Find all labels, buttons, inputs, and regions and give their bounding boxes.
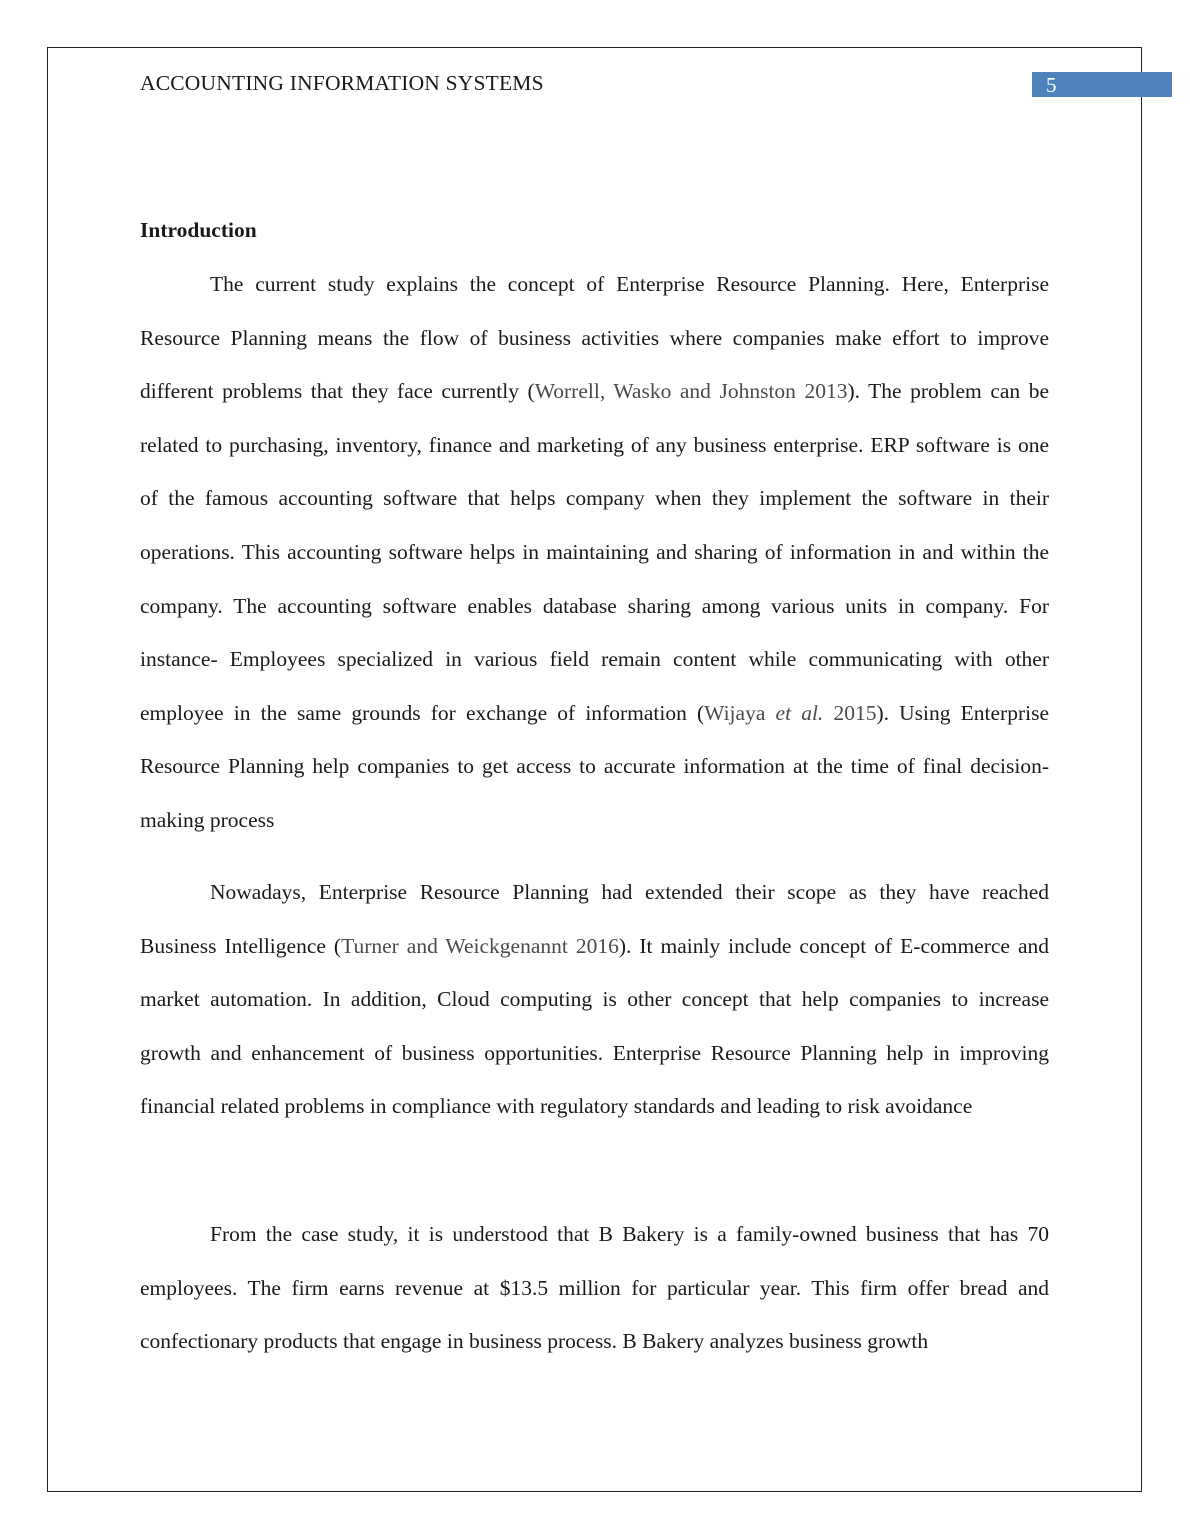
paragraph-text: ). Using Enterprise Resource Planning help companies to get access to accurate information at the time of final decision-making process <box>140 700 1049 832</box>
running-head: ACCOUNTING INFORMATION SYSTEMS <box>140 71 544 95</box>
paragraph-text: The current study explains the concept of Enterprise Resource Planning. Here, Enterprise Resource Planning means the flow of business activities where companies make effort to improve different problems that they face currently ( <box>140 272 1049 404</box>
paragraph-text: From the case study, it is understood that B Bakery is a family-owned business that has 70 employees. The firm earns revenue at $13.5 million for particular year. This firm offer bread and confectionary products that engage in business process. B Bakery analyzes business growth <box>140 1222 1049 1354</box>
paragraph-2 <box>140 866 1049 1134</box>
paragraph-text: ). It mainly include concept of E-commerce and market automation. In addition, Cloud computing is other concept that help companies to increase growth and enhancement of business opportunities. Enterprise Resource Planning help in improving financial related problems in compliance with regulatory standards and leading to risk avoidance <box>140 933 1049 1119</box>
citation: Turner and Weickgenannt 2016 <box>341 933 619 958</box>
citation-year: 2015 <box>823 700 877 725</box>
paragraph-1 <box>140 258 1049 848</box>
paragraph-text: ). The problem can be related to purchasing, inventory, finance and marketing of any business enterprise. ERP software is one of the famous accounting software that helps company when they implement the software in their operations. This accounting software helps in maintaining and sharing of information in and within the company. The accounting software enables database sharing among various units in company. For instance- Employees specialized in various field remain content while communicating with other employee in the same grounds for exchange of information ( <box>140 379 1049 725</box>
section-heading: Introduction <box>140 218 257 242</box>
citation-etal: et al. <box>775 700 824 725</box>
paragraph-text: Nowadays, Enterprise Resource Planning had extended their scope as they have reached Business Intelligence ( <box>140 880 1049 958</box>
page-number: 5 <box>1032 72 1172 97</box>
citation: Worrell, Wasko and Johnston 2013 <box>534 379 848 404</box>
citation-author: Wijaya <box>704 700 776 725</box>
paragraph-3 <box>140 1208 1049 1369</box>
